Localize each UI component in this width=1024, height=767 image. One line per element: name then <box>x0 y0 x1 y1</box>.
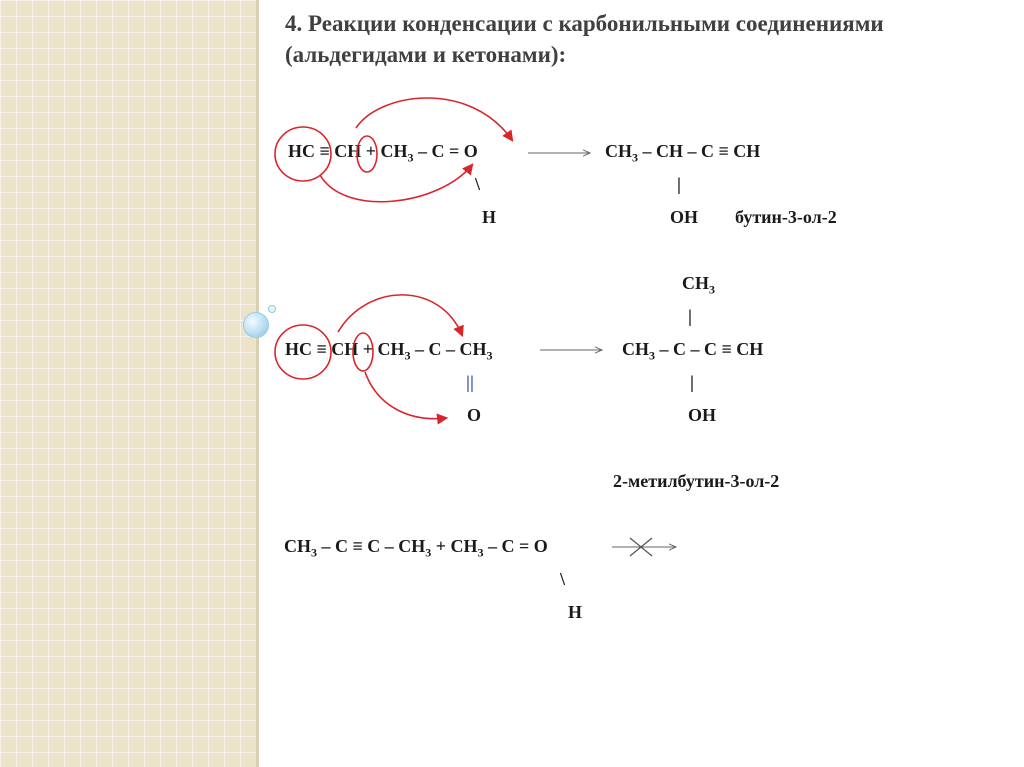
r2-ch-plus: CH + CH <box>331 339 405 359</box>
r2-methyl-sub: 3 <box>709 282 715 297</box>
r2-bond-bar-bottom: | <box>690 372 694 392</box>
r2-methyl-ch: CH <box>682 273 709 293</box>
r1-lower-arrow <box>320 165 472 202</box>
r1-hc-circle <box>275 127 331 181</box>
r1-upper-arrow <box>356 98 512 140</box>
r3-b: – C ≡ C – CH <box>317 536 426 556</box>
r2-prod-ch: CH <box>622 339 649 359</box>
r1-backslash: \ <box>475 174 481 194</box>
r2-hydroxyl: OH <box>688 405 717 425</box>
r1-hydrogen: H <box>482 207 497 227</box>
r2-product-name: 2-метилбутин-3-ол-2 <box>613 471 780 491</box>
r2-rest: – C – CH <box>410 339 487 359</box>
r1-hydroxyl: OH <box>670 207 699 227</box>
r1-rest: – C = O <box>413 141 478 161</box>
r2-bond-bar-top: | <box>688 306 692 326</box>
r2-prod-rest: – C – C ≡ CH <box>655 339 764 359</box>
r1-sub: 3 <box>407 150 414 165</box>
r2-upper-arrow <box>338 295 462 335</box>
r3-hydrogen: H <box>568 602 583 622</box>
r1-ch-circle <box>357 136 377 172</box>
r2-lower-arrow <box>365 372 446 419</box>
r3-a-sub: 3 <box>311 545 317 560</box>
r2-hc-circle <box>275 325 331 379</box>
r2-prod-sub: 3 <box>649 348 655 363</box>
r3-a: CH <box>284 536 311 556</box>
r2-sub-b: 3 <box>486 348 493 363</box>
r2-oxygen: O <box>467 405 482 425</box>
r1-product-name: бутин-3-ол-2 <box>735 207 837 227</box>
slide-title: 4. Реакции конденсации с карбонильными соединениями (альдегидами и кетонами): <box>285 11 884 67</box>
r1-ch-plus: CH + CH <box>334 141 408 161</box>
r3-d: – C = O <box>483 536 548 556</box>
r3-c: + CH <box>431 536 478 556</box>
r3-b-sub: 3 <box>425 545 432 560</box>
r1-bond-bar: | <box>677 174 681 194</box>
r3-backslash: \ <box>560 569 566 589</box>
r1-prod-ch: CH <box>605 141 632 161</box>
r2-hc: HC ≡ <box>285 339 332 359</box>
r3-c-sub: 3 <box>477 545 484 560</box>
r1-hc: HC ≡ <box>288 141 335 161</box>
r2-ch-circle <box>353 333 373 371</box>
r2-double-bond: || <box>466 372 474 392</box>
r1-prod-rest: – CH – C ≡ CH <box>638 141 761 161</box>
r2-sub-a: 3 <box>404 348 411 363</box>
r1-prod-sub: 3 <box>632 150 638 165</box>
